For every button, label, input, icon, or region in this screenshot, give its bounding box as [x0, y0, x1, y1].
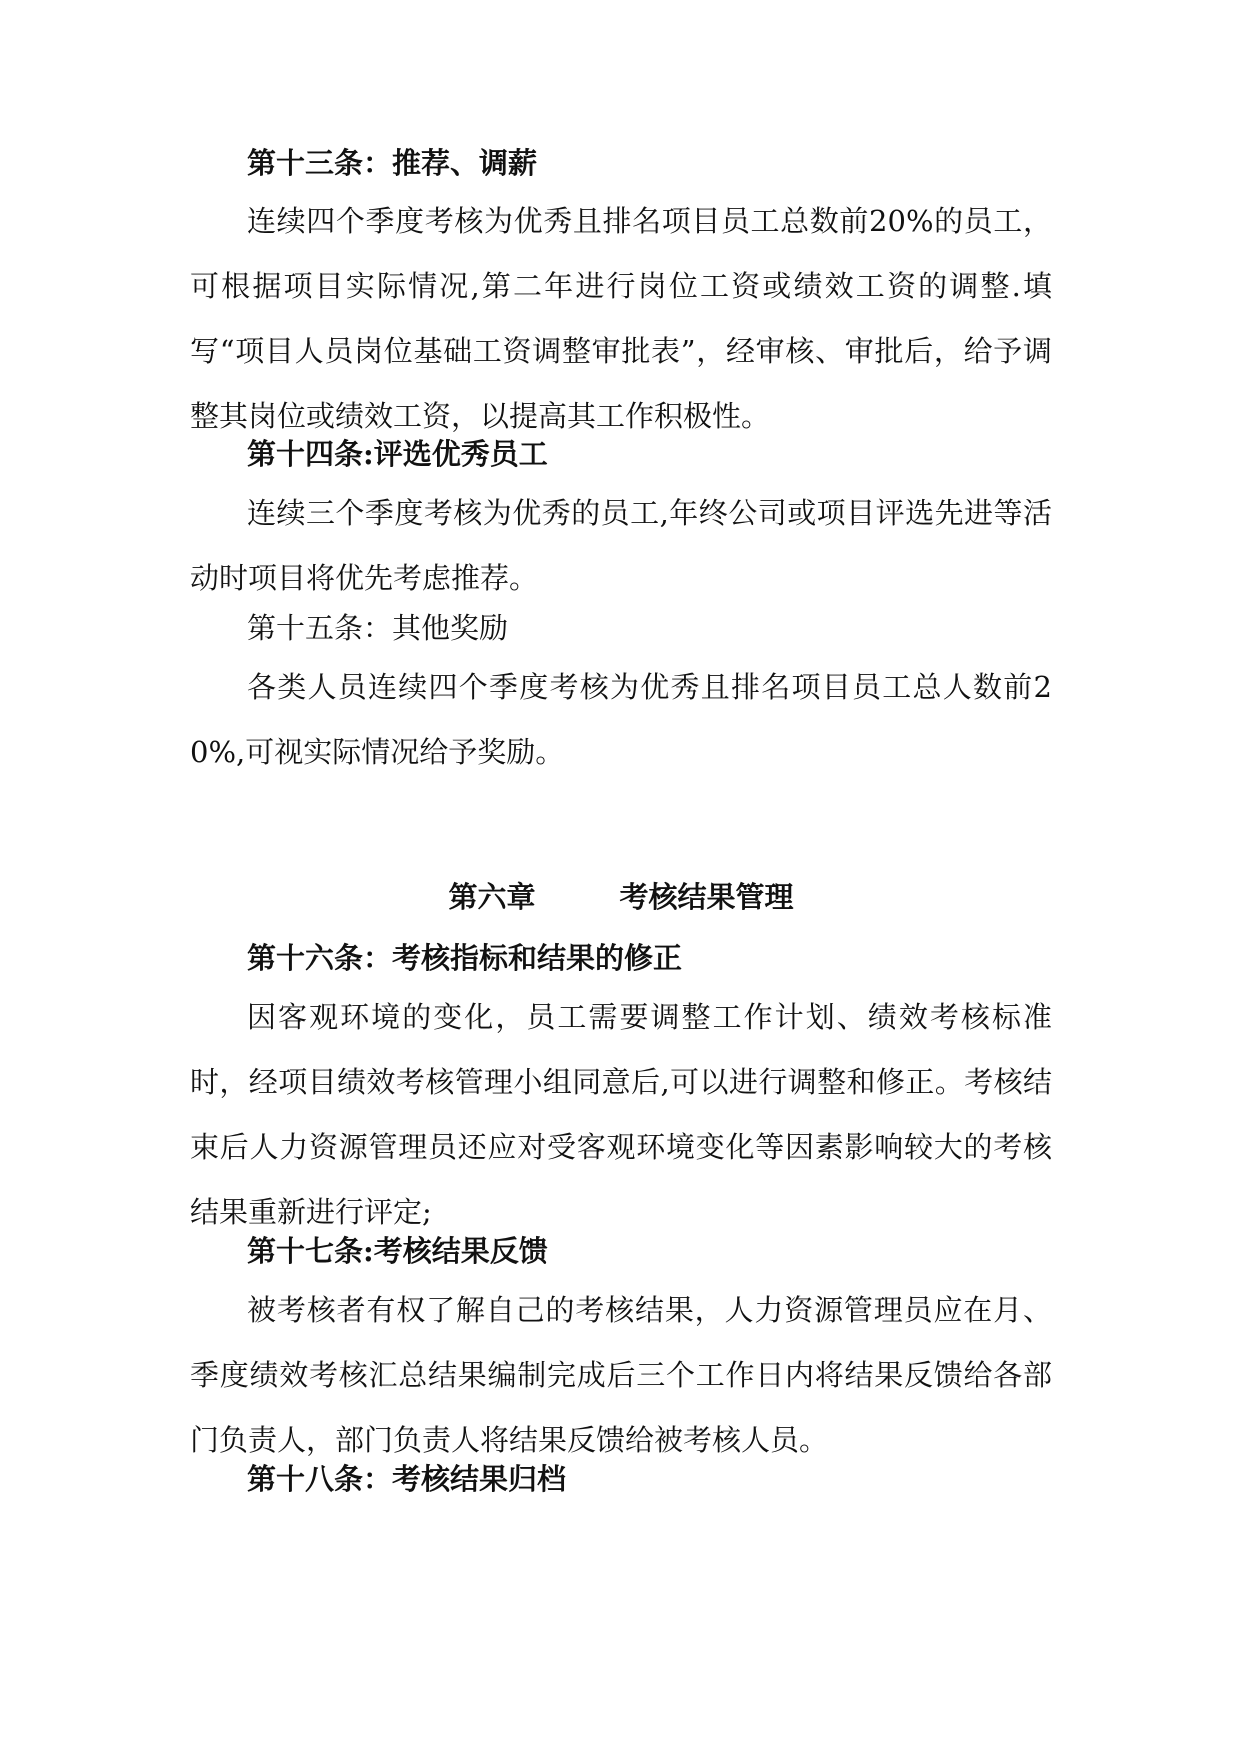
- article-13-title: 第十三条：推荐、调薪: [247, 146, 538, 180]
- article-16-title: 第十六条：考核指标和结果的修正: [247, 941, 683, 975]
- article-15-body: 各类人员连续四个季度考核为优秀且排名项目员工总人数前20%,可视实际情况给予奖励。: [190, 670, 1052, 769]
- article-14-title: 第十四条:评选优秀员工: [247, 437, 548, 471]
- article-15-title: 第十五条：其他奖励: [247, 611, 509, 645]
- article-14-body: 连续三个季度考核为优秀的员工,年终公司或项目评选先进等活动时项目将优先考虑推荐。: [190, 496, 1052, 595]
- chapter-number: 第六章: [448, 880, 536, 914]
- chapter-title: 考核结果管理: [619, 880, 794, 914]
- article-17-title: 第十七条:考核结果反馈: [247, 1234, 548, 1268]
- chapter-heading: [190, 877, 1052, 917]
- article-17-body: 被考核者有权了解自己的考核结果，人力资源管理员应在月、季度绩效考核汇总结果编制完成后三个工作日内将结果反馈给各部门负责人，部门负责人将结果反馈给被考核人员。: [190, 1293, 1052, 1457]
- article-13-body: 连续四个季度考核为优秀且排名项目员工总数前20%的员工，可根据项目实际情况,第二年进行岗位工资或绩效工资的调整.填写“项目人员岗位基础工资调整审批表”，经审核、审批后，给予调整其岗位或绩效工资，以提高其工作积极性。: [190, 204, 1052, 433]
- article-18-title: 第十八条：考核结果归档: [247, 1462, 567, 1496]
- article-16-body: 因客观环境的变化，员工需要调整工作计划、绩效考核标准时，经项目绩效考核管理小组同意后,可以进行调整和修正。考核结束后人力资源管理员还应对受客观环境变化等因素影响较大的考核结果重新进行评定;: [190, 1000, 1052, 1229]
